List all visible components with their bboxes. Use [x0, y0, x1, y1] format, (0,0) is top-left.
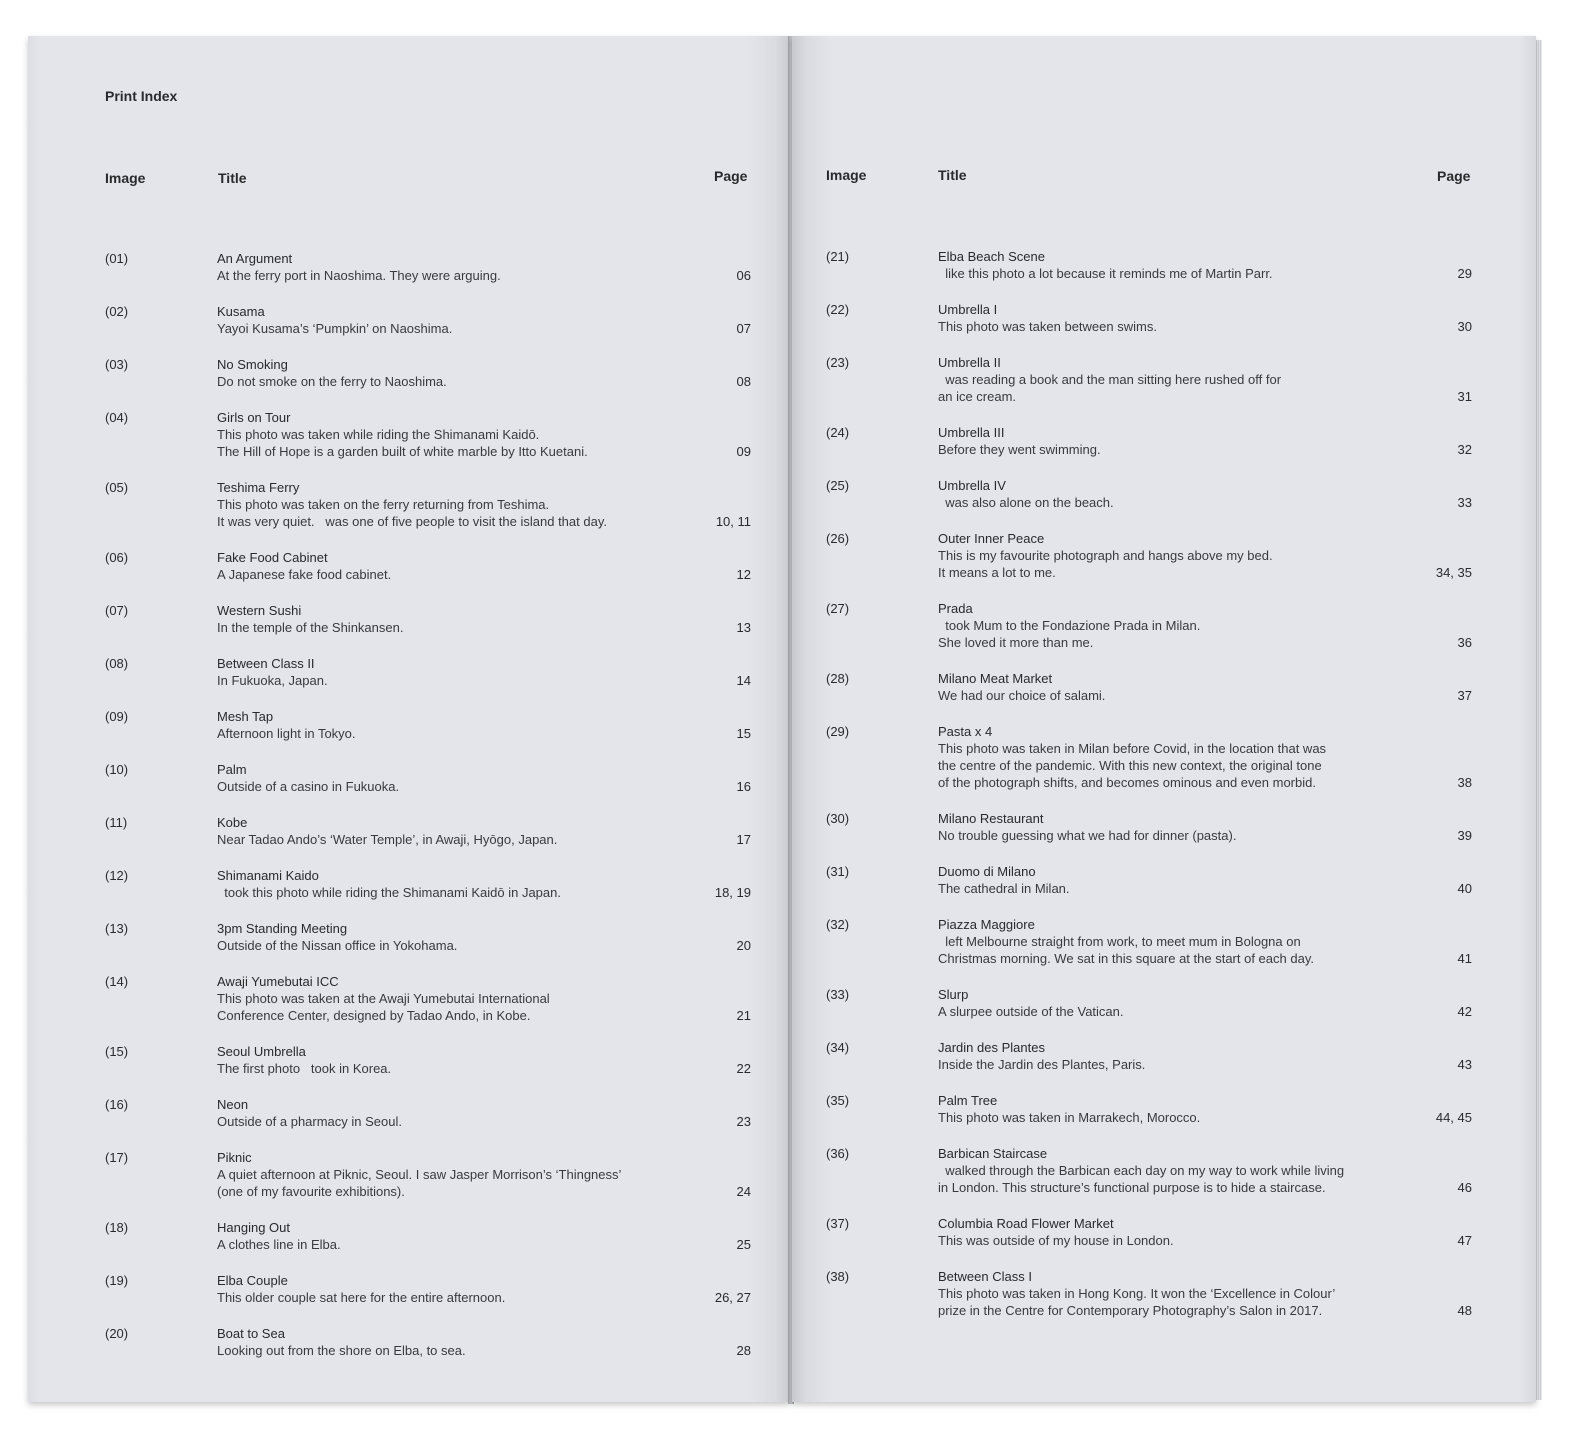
entry-description: an ice cream. [938, 389, 1017, 404]
page-number: 13 [736, 620, 751, 635]
entry-title: No Smoking [217, 357, 288, 372]
image-number: (18) [105, 1220, 129, 1235]
page-number: 41 [1457, 951, 1472, 966]
entry-description: In Fukuoka, Japan. [217, 673, 328, 688]
image-number: (04) [105, 410, 129, 425]
left-page [28, 36, 790, 1402]
entry-body [938, 916, 1408, 967]
entry-body [938, 301, 1408, 335]
index-entry [826, 1145, 1472, 1196]
entry-description: This photo was taken while riding the Shimanami Kaidō. [217, 427, 540, 442]
page-number: 28 [736, 1343, 751, 1358]
entry-body [217, 920, 687, 954]
entry-description: Afternoon light in Tokyo. [217, 726, 356, 741]
column-header-page: Page [1437, 168, 1471, 184]
page-number: 31 [1457, 389, 1472, 404]
page-number: 46 [1457, 1180, 1472, 1195]
index-entry [826, 424, 1472, 458]
image-number: (10) [105, 762, 129, 777]
entry-description: This photo was taken on the ferry returning from Teshima. [217, 497, 550, 512]
entry-title: Umbrella II [938, 355, 1001, 370]
page-number: 18, 19 [714, 885, 751, 900]
entry-description: Inside the Jardin des Plantes, Paris. [938, 1057, 1146, 1072]
entry-body [938, 354, 1408, 405]
page-number: 48 [1457, 1303, 1472, 1318]
entry-description: Outside of the Nissan office in Yokohama. [217, 938, 458, 953]
entry-body [938, 248, 1408, 282]
entry-title: Awaji Yumebutai ICC [217, 974, 339, 989]
image-number: (05) [105, 480, 129, 495]
image-number: (29) [826, 724, 850, 739]
entry-title: Seoul Umbrella [217, 1044, 306, 1059]
entry-body [217, 549, 687, 583]
entry-body [217, 1043, 687, 1077]
entry-description: of the photograph shifts, and becomes ominous and even morbid. [938, 775, 1316, 790]
entry-description: the centre of the pandemic. With this new context, the original tone [938, 758, 1322, 773]
image-number: (24) [826, 425, 850, 440]
entry-body [217, 655, 687, 689]
entry-description: At the ferry port in Naoshima. They were arguing. [217, 268, 501, 283]
entry-title: Hanging Out [217, 1220, 290, 1235]
image-number: (33) [826, 987, 850, 1002]
image-number: (16) [105, 1097, 129, 1112]
index-entry [826, 1268, 1472, 1319]
entry-description: We had our choice of salami. [938, 688, 1106, 703]
entry-description: This photo was taken between swims. [938, 319, 1157, 334]
entry-body [938, 1268, 1408, 1319]
page-number: 16 [736, 779, 751, 794]
entry-title: Kusama [217, 304, 265, 319]
image-number: (36) [826, 1146, 850, 1161]
image-number: (07) [105, 603, 129, 618]
page-number: 06 [736, 268, 751, 283]
index-entry [826, 810, 1472, 844]
entry-title: Umbrella III [938, 425, 1005, 440]
entry-body [217, 356, 687, 390]
index-entry [105, 1219, 751, 1253]
entry-title: Between Class II [217, 656, 315, 671]
index-entry [826, 916, 1472, 967]
page-number: 09 [736, 444, 751, 459]
entry-body [217, 1149, 687, 1200]
entry-title: Barbican Staircase [938, 1146, 1048, 1161]
entry-description: (one of my favourite exhibitions). [217, 1184, 405, 1199]
entry-body [217, 814, 687, 848]
entry-description: A clothes line in Elba. [217, 1237, 341, 1252]
column-header-title: Title [938, 167, 967, 183]
entry-description: A slurpee outside of the Vatican. [938, 1004, 1124, 1019]
entry-body [938, 1145, 1408, 1196]
page-number: 24 [736, 1184, 751, 1199]
page-number: 10, 11 [715, 514, 751, 529]
entry-description: This is my favourite photograph and hangs above my bed. [938, 548, 1273, 563]
entry-description: In the temple of the Shinkansen. [217, 620, 404, 635]
entry-body [217, 602, 687, 636]
entry-description: Outside of a casino in Fukuoka. [217, 779, 400, 794]
index-entry [826, 530, 1472, 581]
image-number: (37) [826, 1216, 850, 1231]
entry-description: Near Tadao Ando’s ‘Water Temple’, in Awaji, Hyōgo, Japan. [217, 832, 558, 847]
page-number: 21 [736, 1008, 751, 1023]
entry-title: An Argument [217, 251, 293, 266]
entry-body [217, 409, 687, 460]
page-number: 42 [1457, 1004, 1472, 1019]
entry-description: Christmas morning. We sat in this square at the start of each day. [938, 951, 1314, 966]
entry-body [938, 424, 1408, 458]
entry-description: was also alone on the beach. [938, 495, 1114, 510]
image-number: (19) [105, 1273, 129, 1288]
entry-body [217, 1272, 687, 1306]
entry-description: Looking out from the shore on Elba, to sea. [217, 1343, 466, 1358]
index-entry [826, 723, 1472, 791]
entry-title: Neon [217, 1097, 249, 1112]
entry-body [217, 973, 687, 1024]
entry-title: Columbia Road Flower Market [938, 1216, 1114, 1231]
index-entry [105, 1325, 751, 1359]
page-title: Print Index [105, 88, 178, 104]
entry-description: It was very quiet. was one of five people to visit the island that day. [217, 514, 607, 529]
entry-body [938, 723, 1408, 791]
page-number: 25 [736, 1237, 751, 1252]
entry-description: walked through the Barbican each day on my way to work while living [938, 1163, 1345, 1178]
entry-title: Milano Restaurant [938, 811, 1044, 826]
entry-title: Jardin des Plantes [938, 1040, 1045, 1055]
entry-body [217, 250, 687, 284]
entry-body [938, 1092, 1408, 1126]
entry-body [938, 1039, 1408, 1073]
index-entry [105, 479, 751, 530]
page-number: 20 [736, 938, 751, 953]
entry-title: Elba Couple [217, 1273, 288, 1288]
index-entry [105, 409, 751, 460]
image-number: (27) [826, 601, 850, 616]
entry-body [938, 477, 1408, 511]
index-entry [826, 986, 1472, 1020]
entry-title: Slurp [938, 987, 969, 1002]
image-number: (03) [105, 357, 129, 372]
entry-body [938, 670, 1408, 704]
page-number: 14 [736, 673, 751, 688]
page-number: 17 [736, 832, 751, 847]
index-entry [826, 863, 1472, 897]
index-entry [826, 600, 1472, 651]
entry-title: Pasta x 4 [938, 724, 993, 739]
index-entry [826, 301, 1472, 335]
column-header-image: Image [105, 170, 146, 186]
index-entry [105, 602, 751, 636]
index-entry [105, 867, 751, 901]
entry-title: Fake Food Cabinet [217, 550, 328, 565]
image-number: (38) [826, 1269, 850, 1284]
entry-body [938, 1215, 1408, 1249]
entry-description: Conference Center, designed by Tadao Ando, in Kobe. [217, 1008, 531, 1023]
index-entry [105, 708, 751, 742]
index-entry [826, 248, 1472, 282]
page-number: 38 [1457, 775, 1472, 790]
entry-title: Kobe [217, 815, 248, 830]
entry-description: in London. This structure’s functional purpose is to hide a staircase. [938, 1180, 1326, 1195]
page-number: 37 [1457, 688, 1472, 703]
entry-title: Outer Inner Peace [938, 531, 1045, 546]
entry-title: Girls on Tour [217, 410, 291, 425]
page-number: 30 [1457, 319, 1472, 334]
index-entry [105, 1272, 751, 1306]
column-header-page: Page [714, 168, 748, 184]
index-entry [105, 655, 751, 689]
image-number: (02) [105, 304, 129, 319]
entry-title: Boat to Sea [217, 1326, 285, 1341]
entry-description: This photo was taken at the Awaji Yumebutai International [217, 991, 550, 1006]
index-entry [105, 761, 751, 795]
page-number: 23 [736, 1114, 751, 1129]
entry-title: Palm [217, 762, 247, 777]
entry-description: No trouble guessing what we had for dinner (pasta). [938, 828, 1237, 843]
image-number: (34) [826, 1040, 850, 1055]
entry-body [217, 1096, 687, 1130]
entry-body [217, 1325, 687, 1359]
entry-body [938, 986, 1408, 1020]
column-header-title: Title [218, 170, 247, 186]
page-number: 26, 27 [714, 1290, 751, 1305]
entry-description: This older couple sat here for the entire afternoon. [217, 1290, 506, 1305]
page-number: 12 [736, 567, 751, 582]
page-number: 47 [1457, 1233, 1472, 1248]
image-number: (13) [105, 921, 129, 936]
entry-title: Milano Meat Market [938, 671, 1053, 686]
entry-description: took Mum to the Fondazione Prada in Milan. [938, 618, 1201, 633]
open-booklet [28, 36, 1542, 1406]
index-entry [105, 814, 751, 848]
image-number: (20) [105, 1326, 129, 1341]
entry-description: This photo was taken in Hong Kong. It won the ‘Excellence in Colour’ [938, 1286, 1336, 1301]
entry-title: Duomo di Milano [938, 864, 1036, 879]
entry-description: Do not smoke on the ferry to Naoshima. [217, 374, 447, 389]
entry-title: 3pm Standing Meeting [217, 921, 348, 936]
index-entry [826, 1039, 1472, 1073]
image-number: (35) [826, 1093, 850, 1108]
index-entry [105, 1096, 751, 1130]
index-entry [105, 1043, 751, 1077]
page-number: 33 [1457, 495, 1472, 510]
index-entry [826, 354, 1472, 405]
entry-title: Palm Tree [938, 1093, 998, 1108]
entry-body [217, 761, 687, 795]
entry-description: This photo was taken in Milan before Covid, in the location that was [938, 741, 1327, 756]
index-entry [105, 356, 751, 390]
image-number: (23) [826, 355, 850, 370]
entry-description: This was outside of my house in London. [938, 1233, 1174, 1248]
image-number: (14) [105, 974, 129, 989]
entry-title: Piazza Maggiore [938, 917, 1035, 932]
entry-body [938, 530, 1408, 581]
entry-title: Teshima Ferry [217, 480, 300, 495]
entry-description: was reading a book and the man sitting here rushed off for [938, 372, 1282, 387]
entry-description: It means a lot to me. [938, 565, 1056, 580]
entry-description: Yayoi Kusama’s ‘Pumpkin’ on Naoshima. [217, 321, 453, 336]
entry-title: Umbrella I [938, 302, 998, 317]
page-number: 36 [1457, 635, 1472, 650]
page-number: 34, 35 [1435, 565, 1472, 580]
image-number: (26) [826, 531, 850, 546]
entry-title: Prada [938, 601, 973, 616]
right-page [792, 36, 1536, 1402]
entry-description: This photo was taken in Marrakech, Morocco. [938, 1110, 1201, 1125]
image-number: (22) [826, 302, 850, 317]
image-number: (21) [826, 249, 850, 264]
image-number: (28) [826, 671, 850, 686]
entry-description: The Hill of Hope is a garden built of white marble by Itto Kuetani. [217, 444, 588, 459]
entry-body [217, 303, 687, 337]
index-entry [826, 477, 1472, 511]
entry-body [217, 708, 687, 742]
image-number: (01) [105, 251, 129, 266]
index-entry [105, 549, 751, 583]
entry-description: She loved it more than me. [938, 635, 1094, 650]
entry-title: Shimanami Kaido [217, 868, 319, 883]
image-number: (25) [826, 478, 850, 493]
page-number: 32 [1457, 442, 1472, 457]
index-entry [105, 920, 751, 954]
page-number: 44, 45 [1435, 1110, 1472, 1125]
entry-title: Piknic [217, 1150, 252, 1165]
entry-description: A quiet afternoon at Piknic, Seoul. I saw Jasper Morrison’s ‘Thingness’ [217, 1167, 622, 1182]
entry-body [217, 479, 687, 530]
entry-body [938, 810, 1408, 844]
index-entry [105, 1149, 751, 1200]
entry-title: Umbrella IV [938, 478, 1006, 493]
index-entry [105, 973, 751, 1024]
page-number: 39 [1457, 828, 1472, 843]
entry-description: took this photo while riding the Shimanami Kaidō in Japan. [217, 885, 561, 900]
column-header-image: Image [826, 167, 867, 183]
entry-title: Mesh Tap [217, 709, 274, 724]
image-number: (15) [105, 1044, 129, 1059]
image-number: (17) [105, 1150, 129, 1165]
entry-description: The first photo took in Korea. [217, 1061, 392, 1076]
image-number: (08) [105, 656, 129, 671]
entry-description: left Melbourne straight from work, to meet mum in Bologna on [938, 934, 1301, 949]
index-entry [826, 670, 1472, 704]
page-number: 43 [1457, 1057, 1472, 1072]
image-number: (32) [826, 917, 850, 932]
entry-description: like this photo a lot because it reminds me of Martin Parr. [938, 266, 1273, 281]
page-number: 07 [736, 321, 751, 336]
page-number: 22 [736, 1061, 751, 1076]
entry-description: The cathedral in Milan. [938, 881, 1070, 896]
image-number: (30) [826, 811, 850, 826]
page-number: 29 [1457, 266, 1472, 281]
image-number: (31) [826, 864, 850, 879]
entry-title: Western Sushi [217, 603, 302, 618]
index-entry [105, 303, 751, 337]
entry-title: Between Class I [938, 1269, 1032, 1284]
image-number: (06) [105, 550, 129, 565]
entry-description: Outside of a pharmacy in Seoul. [217, 1114, 402, 1129]
index-entry [826, 1092, 1472, 1126]
index-entry [105, 250, 751, 284]
page-number: 40 [1457, 881, 1472, 896]
image-number: (11) [105, 815, 128, 830]
entry-body [217, 1219, 687, 1253]
entry-description: A Japanese fake food cabinet. [217, 567, 392, 582]
entry-title: Elba Beach Scene [938, 249, 1045, 264]
page-number: 08 [736, 374, 751, 389]
page-number: 15 [736, 726, 751, 741]
entry-description: Before they went swimming. [938, 442, 1101, 457]
image-number: (09) [105, 709, 129, 724]
entry-body [938, 600, 1408, 651]
entry-body [217, 867, 687, 901]
index-entry [826, 1215, 1472, 1249]
image-number: (12) [105, 868, 129, 883]
entry-description: prize in the Centre for Contemporary Photography’s Salon in 2017. [938, 1303, 1323, 1318]
entry-body [938, 863, 1408, 897]
